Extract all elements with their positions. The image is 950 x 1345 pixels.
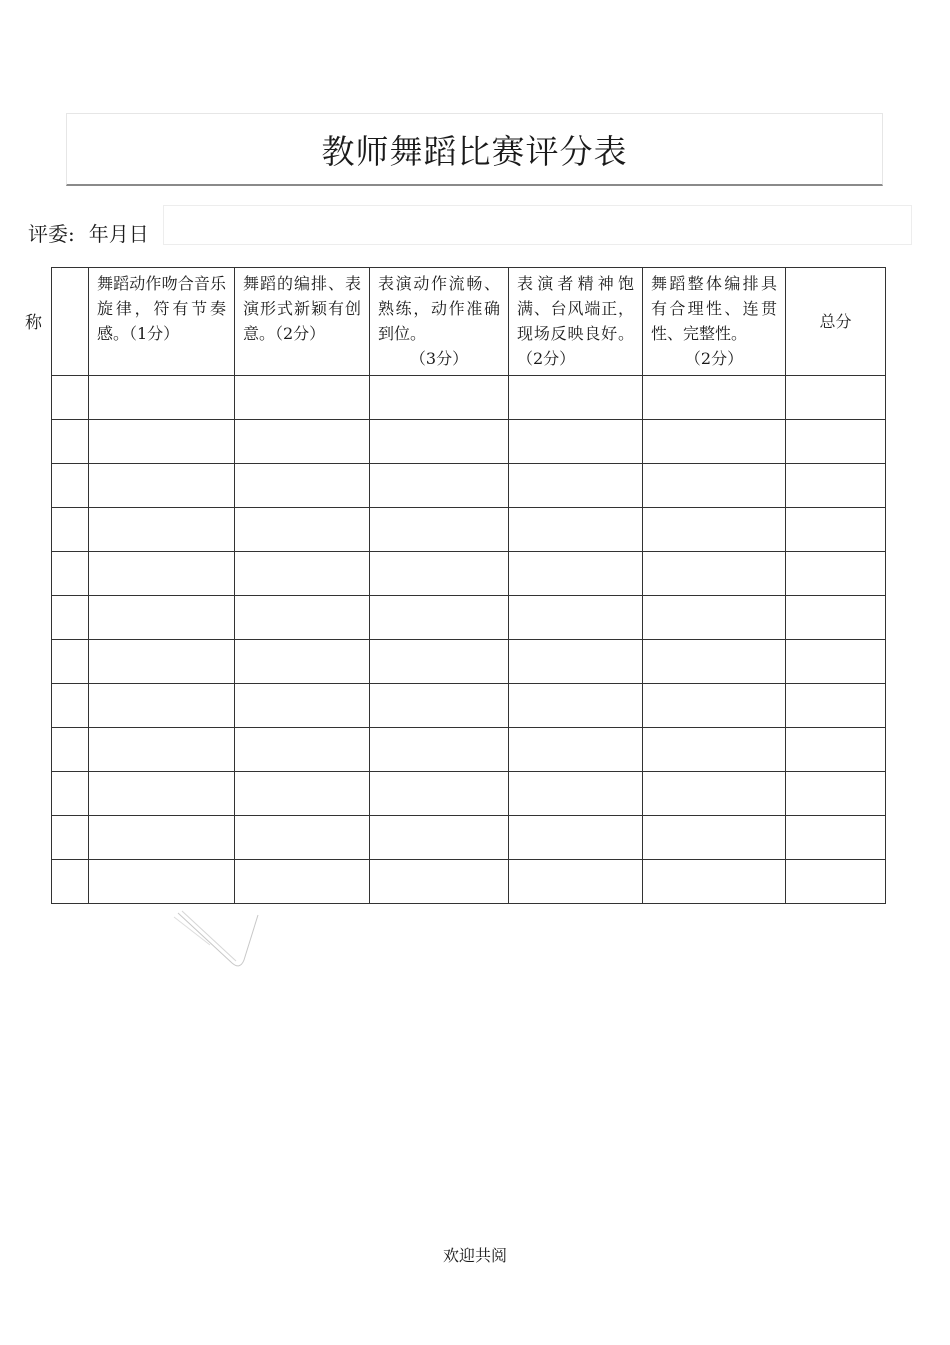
score-cell[interactable]	[89, 684, 235, 728]
total-cell[interactable]	[786, 508, 886, 552]
score-cell[interactable]	[509, 376, 643, 420]
score-cell[interactable]	[235, 772, 370, 816]
score-cell[interactable]	[643, 860, 786, 904]
judge-line	[28, 218, 149, 247]
score-cell[interactable]	[89, 552, 235, 596]
score-cell[interactable]	[509, 552, 643, 596]
row-index-cell[interactable]	[52, 464, 89, 508]
score-cell[interactable]	[509, 640, 643, 684]
pen-mark	[170, 905, 270, 970]
row-index-cell[interactable]	[52, 640, 89, 684]
score-cell[interactable]	[509, 772, 643, 816]
criterion-header: 舞蹈整体编排具有合理性、连贯性、完整性。 （2分）	[643, 268, 786, 376]
score-cell[interactable]	[509, 816, 643, 860]
score-cell[interactable]	[235, 464, 370, 508]
total-cell[interactable]	[786, 772, 886, 816]
score-cell[interactable]	[370, 728, 509, 772]
total-cell[interactable]	[786, 552, 886, 596]
score-cell[interactable]	[235, 860, 370, 904]
row-index-cell[interactable]	[52, 596, 89, 640]
table-row	[52, 552, 886, 596]
table-row	[52, 376, 886, 420]
score-cell[interactable]	[370, 420, 509, 464]
table-row	[52, 464, 886, 508]
score-cell[interactable]	[509, 420, 643, 464]
table-row	[52, 772, 886, 816]
score-cell[interactable]	[235, 816, 370, 860]
score-cell[interactable]	[235, 596, 370, 640]
criterion-header: 表演者精神饱满、台风端正，现场反映良好。（2分）	[509, 268, 643, 376]
score-cell[interactable]	[509, 464, 643, 508]
score-cell[interactable]	[509, 860, 643, 904]
score-cell[interactable]	[235, 728, 370, 772]
score-cell[interactable]	[509, 508, 643, 552]
score-cell[interactable]	[370, 508, 509, 552]
row-index-cell[interactable]	[52, 376, 89, 420]
score-cell[interactable]	[370, 552, 509, 596]
score-cell[interactable]	[370, 464, 509, 508]
total-cell[interactable]	[786, 684, 886, 728]
score-cell[interactable]	[643, 552, 786, 596]
criterion-header: 表演动作流畅、熟练，动作准确到位。 （3分）	[370, 268, 509, 376]
total-cell[interactable]	[786, 464, 886, 508]
row-index-cell[interactable]	[52, 860, 89, 904]
judge-label: 评委:	[28, 222, 75, 246]
score-cell[interactable]	[643, 816, 786, 860]
score-cell[interactable]	[89, 640, 235, 684]
table-row	[52, 860, 886, 904]
score-cell[interactable]	[643, 772, 786, 816]
score-cell[interactable]	[235, 640, 370, 684]
row-index-cell[interactable]	[52, 772, 89, 816]
score-cell[interactable]	[643, 728, 786, 772]
score-table	[51, 267, 886, 904]
header-row	[52, 268, 886, 376]
score-cell[interactable]	[89, 816, 235, 860]
score-cell[interactable]	[370, 640, 509, 684]
total-cell[interactable]	[786, 860, 886, 904]
score-cell[interactable]	[643, 420, 786, 464]
score-cell[interactable]	[370, 816, 509, 860]
criterion-header: 舞蹈动作吻合音乐旋律，符有节奏感。（1分）	[89, 268, 235, 376]
score-cell[interactable]	[643, 508, 786, 552]
score-cell[interactable]	[235, 376, 370, 420]
score-cell[interactable]	[235, 552, 370, 596]
score-cell[interactable]	[89, 860, 235, 904]
score-cell[interactable]	[370, 376, 509, 420]
table-row	[52, 684, 886, 728]
row-index-cell[interactable]	[52, 552, 89, 596]
page-title: 教师舞蹈比赛评分表	[321, 131, 628, 171]
total-cell[interactable]	[786, 640, 886, 684]
total-cell[interactable]	[786, 816, 886, 860]
judge-field[interactable]	[163, 205, 912, 245]
score-cell[interactable]	[89, 420, 235, 464]
row-index-cell[interactable]	[52, 728, 89, 772]
score-cell[interactable]	[370, 684, 509, 728]
footer-text: 欢迎共阅	[442, 1246, 507, 1265]
score-cell[interactable]	[89, 508, 235, 552]
score-cell[interactable]	[235, 684, 370, 728]
score-cell[interactable]	[509, 684, 643, 728]
header-index	[52, 268, 89, 376]
judge-date: 年月日	[88, 222, 149, 246]
row-index-cell[interactable]	[52, 420, 89, 464]
title-box	[66, 113, 883, 186]
row-index-cell[interactable]	[52, 684, 89, 728]
criterion-header: 舞蹈的编排、表演形式新颖有创意。（2分）	[235, 268, 370, 376]
score-cell[interactable]	[89, 728, 235, 772]
score-cell[interactable]	[89, 596, 235, 640]
table-row	[52, 596, 886, 640]
score-cell[interactable]	[89, 376, 235, 420]
score-cell[interactable]	[643, 596, 786, 640]
score-cell[interactable]	[643, 640, 786, 684]
total-cell[interactable]	[786, 728, 886, 772]
table-row	[52, 420, 886, 464]
score-cell[interactable]	[643, 376, 786, 420]
score-cell[interactable]	[509, 728, 643, 772]
score-cell[interactable]	[235, 508, 370, 552]
table-row	[52, 816, 886, 860]
score-cell[interactable]	[370, 772, 509, 816]
score-cell[interactable]	[370, 596, 509, 640]
score-cell[interactable]	[370, 860, 509, 904]
row-index-cell[interactable]	[52, 508, 89, 552]
score-cell[interactable]	[643, 684, 786, 728]
table-row	[52, 640, 886, 684]
name-column-label: 称	[25, 313, 42, 333]
score-cell[interactable]	[643, 464, 786, 508]
score-cell[interactable]	[89, 772, 235, 816]
score-cell[interactable]	[235, 420, 370, 464]
score-cell[interactable]	[89, 464, 235, 508]
table-row	[52, 508, 886, 552]
table-row	[52, 728, 886, 772]
total-header: 总分	[786, 268, 886, 376]
total-cell[interactable]	[786, 596, 886, 640]
total-cell[interactable]	[786, 376, 886, 420]
row-index-cell[interactable]	[52, 816, 89, 860]
total-cell[interactable]	[786, 420, 886, 464]
score-cell[interactable]	[509, 596, 643, 640]
